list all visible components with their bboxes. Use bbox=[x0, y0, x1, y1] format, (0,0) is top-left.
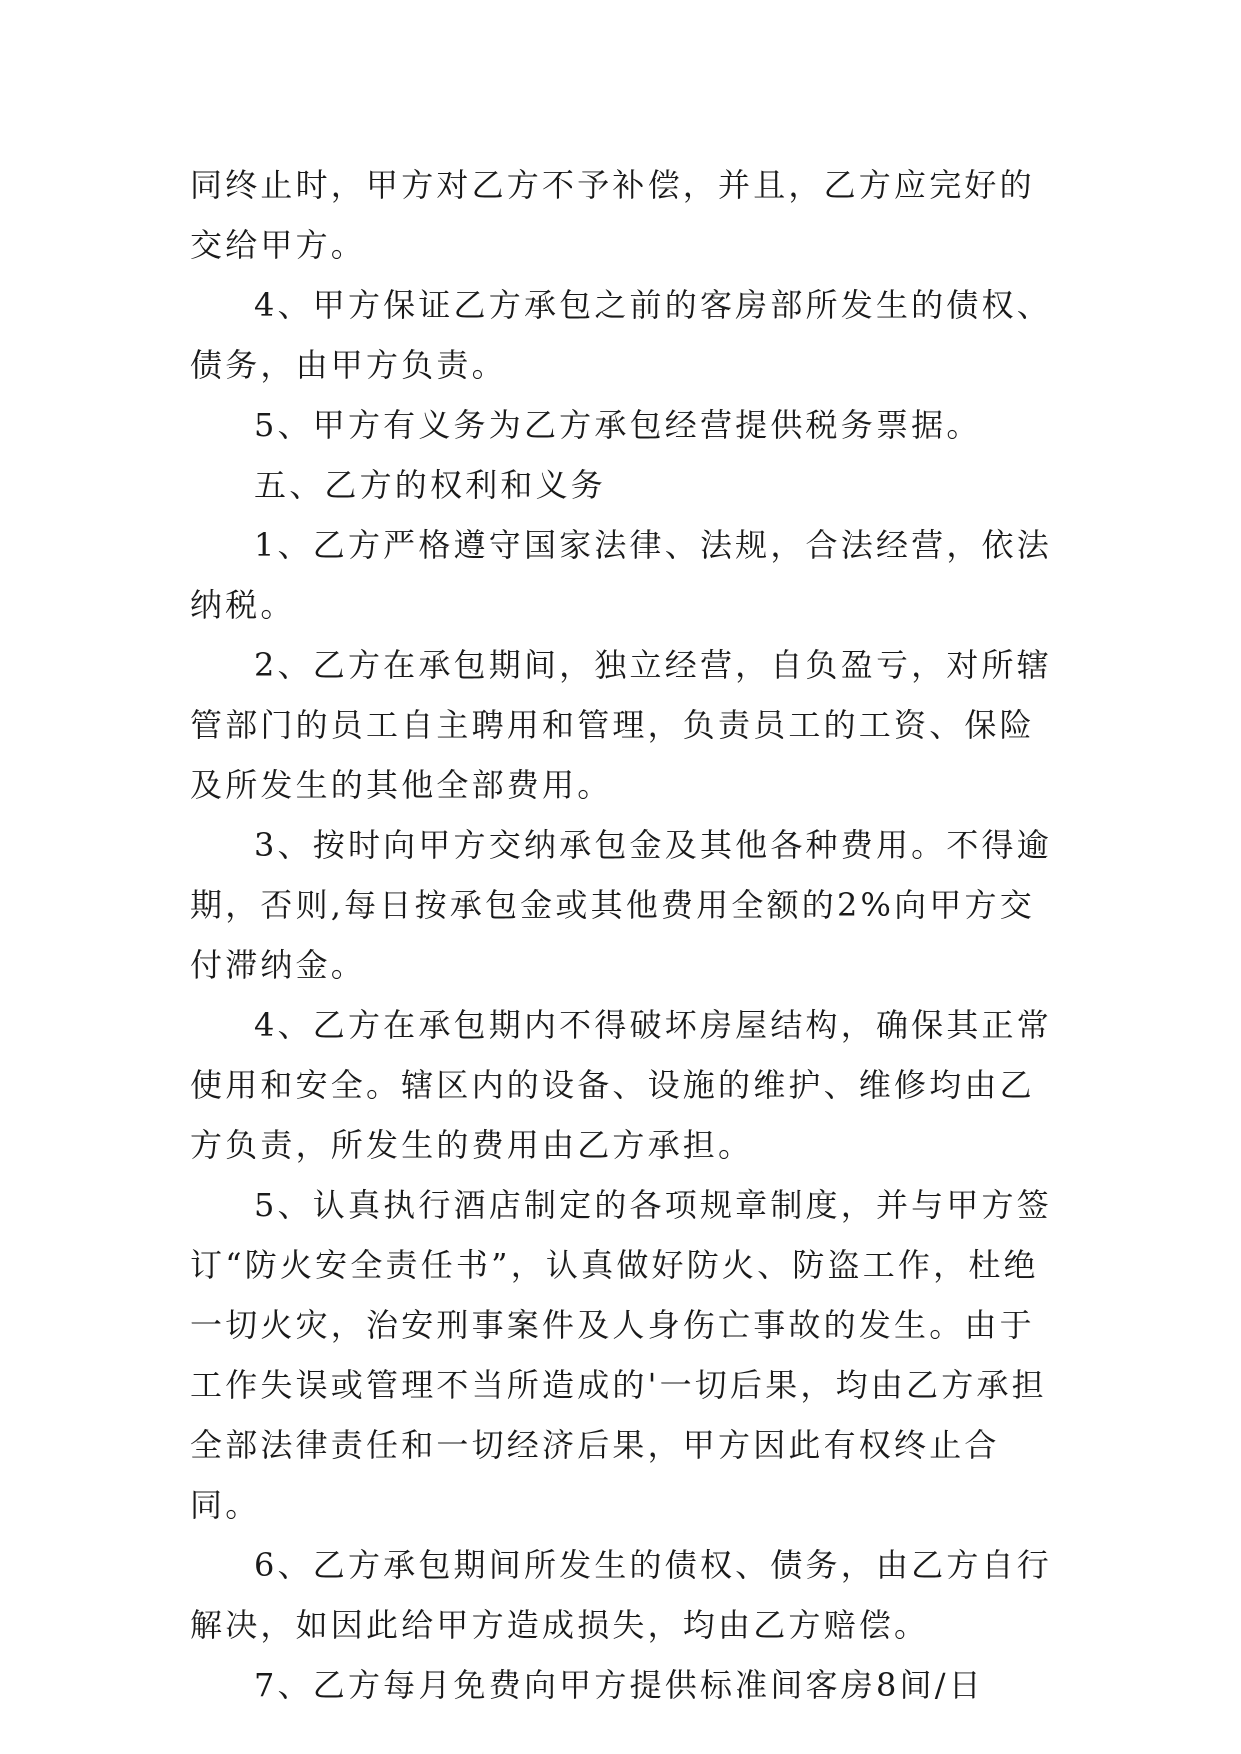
paragraph-clause-5-party-a: 5、甲方有义务为乙方承包经营提供税务票据。 bbox=[254, 406, 982, 444]
paragraph-clause-7-party-b: 7、乙方每月免费向甲方提供标准间客房8间/日 bbox=[254, 1666, 984, 1704]
paragraph-clause-5-party-b: 5、认真执行酒店制定的各项规章制度，并与甲方签订“防火安全责任书”，认真做好防火、防盗工作，杜绝一切火灾，治安刑事案件及人身伤亡事故的发生。由于工作失误或管理不当所造成的'一切后果，均由乙方承担全部法律责任和一切经济后果，甲方因此有权终止合同。 bbox=[190, 1186, 1052, 1524]
paragraph-clause-6-party-b: 6、乙方承包期间所发生的债权、债务，由乙方自行解决，如因此给甲方造成损失，均由乙方赔偿。 bbox=[190, 1546, 1052, 1644]
paragraph-clause-4-party-b: 4、乙方在承包期内不得破坏房屋结构，确保其正常使用和安全。辖区内的设备、设施的维护、维修均由乙方负责，所发生的费用由乙方承担。 bbox=[190, 1006, 1052, 1164]
document-body bbox=[190, 155, 1052, 1715]
paragraph-continuation: 同终止时，甲方对乙方不予补偿，并且，乙方应完好的交给甲方。 bbox=[190, 166, 1035, 264]
paragraph-clause-3-party-b: 3、按时向甲方交纳承包金及其他各种费用。不得逾期，否则,每日按承包金或其他费用全额的2%向甲方交付滞纳金。 bbox=[190, 826, 1052, 984]
paragraph-clause-4-party-a: 4、甲方保证乙方承包之前的客房部所发生的债权、债务，由甲方负责。 bbox=[190, 286, 1052, 384]
paragraph-clause-1-party-b: 1、乙方严格遵守国家法律、法规，合法经营，依法纳税。 bbox=[190, 526, 1052, 624]
section-heading-party-b-rights: 五、乙方的权利和义务 bbox=[254, 466, 607, 504]
paragraph-clause-2-party-b: 2、乙方在承包期间，独立经营，自负盈亏，对所辖管部门的员工自主聘用和管理，负责员工的工资、保险及所发生的其他全部费用。 bbox=[190, 646, 1052, 804]
